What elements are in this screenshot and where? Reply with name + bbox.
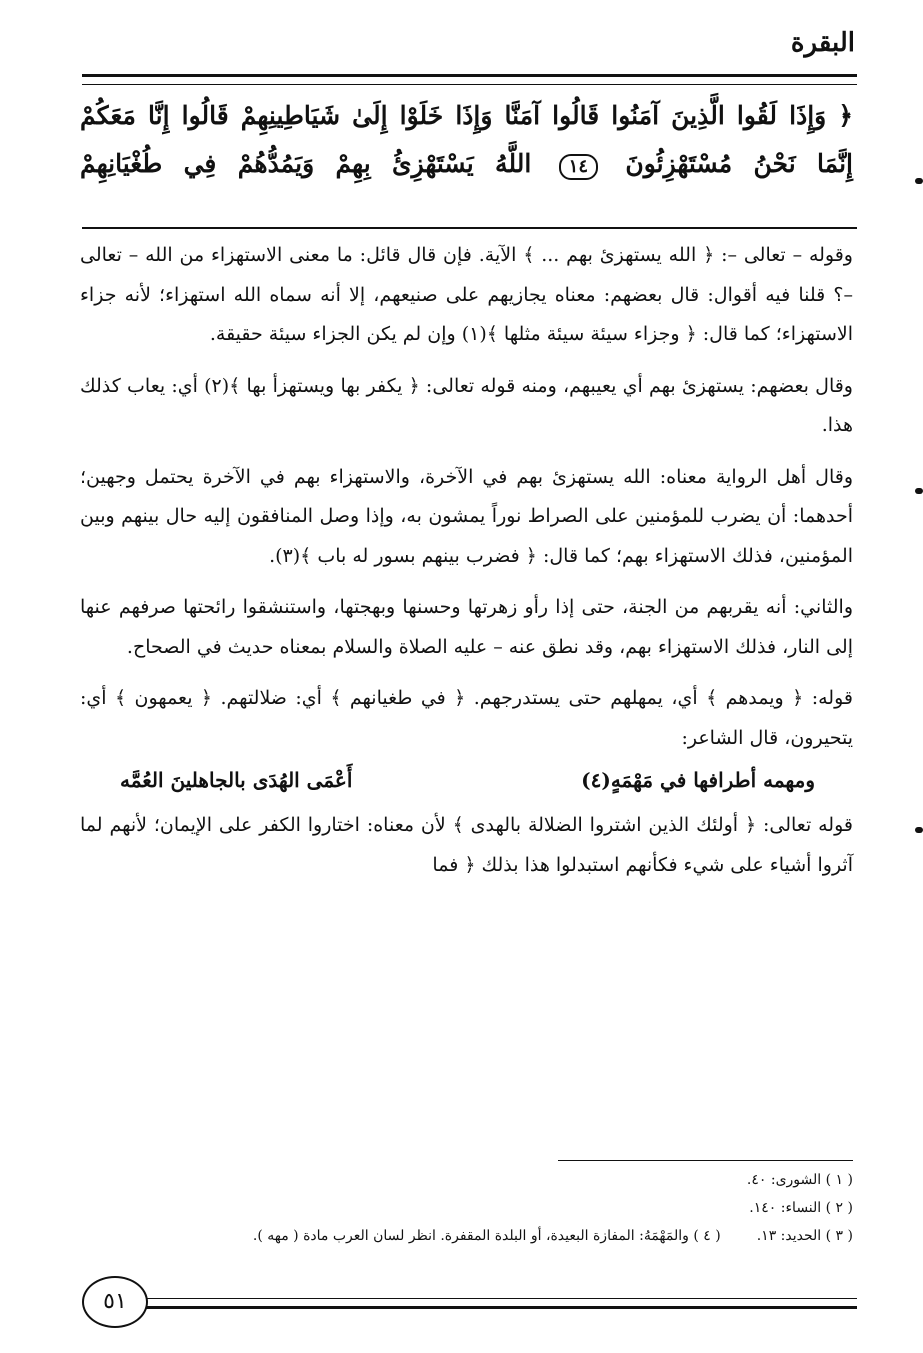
footer-double-rule: [140, 1298, 857, 1309]
margin-mark: [915, 827, 923, 833]
footnote-row: [80, 1222, 853, 1250]
paragraph-3: وقال أهل الرواية معناه: الله يستهزئ بهم في الآخرة، والاستهزاء بهم في الآخرة يحتمل وجهين؛ أحدهما: أن يضرب للمؤمنين على الصراط نوراً يمشون به، وإذا وصل المنافقون إليه حال بينهم وبين المؤمنين، فذلك الاستهزاء بهم؛ كما قال: ﴿ فضرب بينهم بسور له باب ﴾(٣).: [80, 465, 853, 567]
ayah-number-badge: ١٤: [559, 154, 598, 180]
header-double-rule: [82, 74, 857, 85]
margin-mark: [915, 488, 923, 494]
margin-mark: [915, 178, 923, 184]
paragraph-2: وقال بعضهم: يستهزئ بهم أي يعيبهم، ومنه قوله تعالى: ﴿ يكفر بها ويستهزأ بها ﴾(٢) أي: يعاب كذلك هذا.: [80, 374, 853, 436]
quran-verse: [80, 92, 853, 188]
verse-text-after: اللَّهُ يَسْتَهْزِئُ بِهِمْ وَيَمُدُّهُمْ فِي طُغْيَانِهِمْ: [80, 149, 532, 178]
footnote-1: ( ١ ) الشورى: ٤٠.: [746, 1172, 853, 1188]
poetry-verse: [80, 758, 853, 806]
poem-second-hemistich: أَعْمَى الهُدَى بالجاهلينَ العُمَّه: [120, 768, 353, 792]
poem-first-hemistich: ومهمه أطرافها في مَهْمَهٍ(٤): [581, 768, 815, 792]
verse-text-before: ﴿ وَإِذَا لَقُوا الَّذِينَ آمَنُوا قَالُوا آمَنَّا وَإِذَا خَلَوْا إِلَىٰ شَيَاطِينِهِمْ قَالُوا إِنَّا مَعَكُمْ إِنَّمَا نَحْنُ مُسْتَهْزِئُونَ: [80, 101, 853, 178]
paragraph-6: قوله تعالى: ﴿ أولئك الذين اشتروا الضلالة بالهدى ﴾ لأن معناه: اختاروا الكفر على الإيمان؛ لأنهم لما آثروا أشياء على شيء فكأنهم استبدلوا هذا بذلك ﴿ فما: [80, 814, 853, 876]
page-number: ٥١: [82, 1276, 148, 1328]
verse-separator-rule: [82, 227, 857, 229]
footnote-separator: [558, 1160, 853, 1161]
paragraph-4: والثاني: أنه يقربهم من الجنة، حتى إذا رأو زهرتها وحسنها وبهجتها، واستنشقوا رائحتها صرفهم عنها إلى النار، فذلك الاستهزاء بهم، وقد نطق عنه – عليه الصلاة والسلام بمعناه حديث في الصحاح.: [80, 596, 853, 658]
footnote-2: ( ٢ ) النساء: ١٤٠.: [749, 1200, 853, 1216]
footnotes: [80, 1166, 853, 1250]
paragraph-1: وقوله – تعالى –: ﴿ الله يستهزئ بهم ... ﴾ الآية. فإن قال قائل: ما معنى الاستهزاء من الله – تعالى –؟ قلنا فيه أقوال: قال بعضهم: معناه يجازيهم على صنيعهم، إلا أنه سماه الله استهزاء؛ لأنه جزاء الاستهزاء؛ كما قال: ﴿ وجزاء سيئة سيئة مثلها ﴾(١) وإن لم يكن الجزاء سيئة حقيقة.: [80, 244, 853, 345]
paragraph-5: قوله: ﴿ ويمدهم ﴾ أي، يمهلهم حتى يستدرجهم. ﴿ في طغيانهم ﴾ أي: ضلالتهم. ﴿ يعمهون ﴾ أي: يتحيرون، قال الشاعر:: [80, 687, 853, 749]
footnote-4: ( ٤ ) والمَهْمَهُ: المفازة البعيدة، أو البلدة المقفرة. انظر لسان العرب مادة ( مهه ).: [252, 1228, 721, 1244]
surah-title: البقرة: [790, 28, 855, 58]
footnote-3: ( ٣ ) الحديد: ١٣.: [756, 1228, 853, 1244]
commentary-body: [80, 236, 853, 897]
